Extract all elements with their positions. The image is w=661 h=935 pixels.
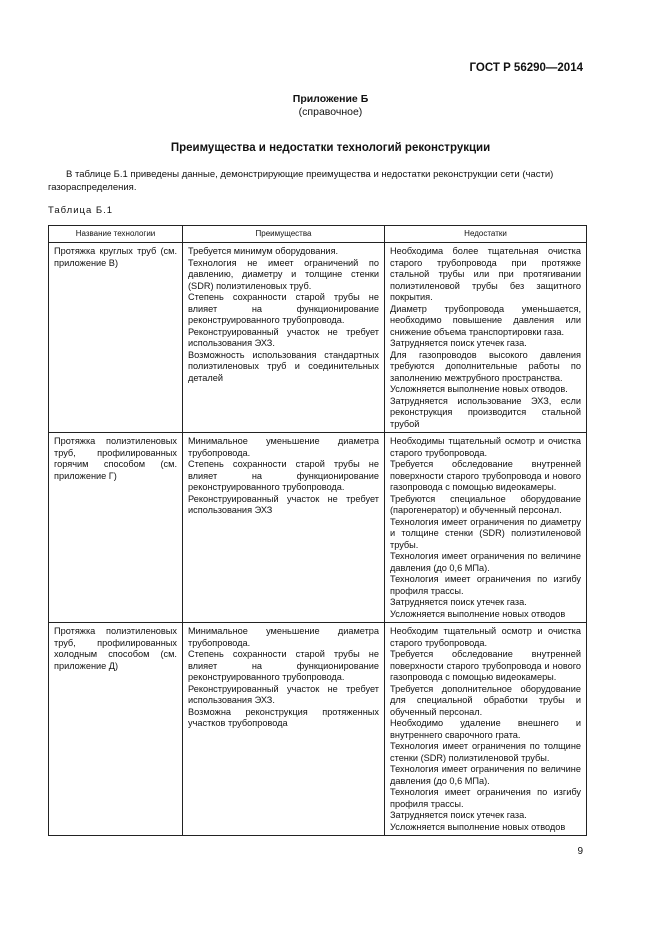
technology-name: Протяжка полиэтиленовых труб, профилированных горячим способом (см. приложение Г) bbox=[54, 436, 177, 481]
disadvantage-item: Затрудняется поиск утечек газа. bbox=[390, 810, 527, 820]
advantage-item: Возможна реконструкция протяженных участков трубопровода bbox=[188, 706, 379, 728]
advantages-cell bbox=[183, 623, 385, 836]
disadvantages-cell bbox=[385, 243, 587, 433]
technology-name: Протяжка полиэтиленовых труб, профилированных холодным способом (см. приложение Д) bbox=[54, 626, 177, 671]
disadvantage-item: Технология имеет ограничения по величине давления (до 0,6 МПа). bbox=[390, 551, 581, 573]
advantage-item: Минимальное уменьшение диаметра трубопровода. bbox=[188, 626, 379, 648]
disadvantage-item: Усложняется выполнение новых отводов bbox=[390, 821, 566, 832]
disadvantage-item: Технология имеет ограничения по толщине стенки (SDR) полиэтиленовой трубы. bbox=[390, 741, 581, 763]
disadvantage-item: Технология имеет ограничения по величине давления (до 0,6 МПа). bbox=[390, 764, 581, 786]
disadvantage-item: Усложняется выполнение новых отводов bbox=[390, 608, 566, 619]
comparison-table bbox=[48, 225, 587, 836]
table-caption: Таблица Б.1 bbox=[48, 205, 114, 216]
table-row bbox=[49, 243, 587, 433]
disadvantages-cell bbox=[385, 433, 587, 623]
advantages-cell bbox=[183, 243, 385, 433]
disadvantage-item: Технология имеет ограничения по изгибу профиля трассы. bbox=[390, 787, 581, 809]
disadvantage-item: Затрудняется поиск утечек газа. bbox=[390, 338, 527, 348]
advantage-item: Требуется минимум оборудования. bbox=[188, 246, 339, 256]
table-row bbox=[49, 623, 587, 836]
advantage-item: Минимальное уменьшение диаметра трубопровода. bbox=[188, 436, 379, 458]
disadvantage-item: Затрудняется использование ЭХЗ, если реконструкция производится стальной трубой bbox=[390, 395, 581, 429]
advantage-item: Технология не имеет ограничений по давлению, диаметру и толщине стенки (SDR) полиэтиленовых труб. bbox=[188, 257, 379, 291]
page-number: 9 bbox=[577, 846, 583, 857]
disadvantage-item: Технология имеет ограничения по изгибу профиля трассы. bbox=[390, 574, 581, 596]
advantage-item: Реконструированный участок не требует использования ЭХЗ bbox=[188, 493, 379, 515]
table-row bbox=[49, 433, 587, 623]
technology-name-cell bbox=[49, 243, 183, 433]
standard-designation: ГОСТ Р 56290—2014 bbox=[469, 62, 583, 74]
advantage-item: Реконструированный участок не требует использования ЭХЗ. bbox=[188, 683, 379, 705]
disadvantage-item: Необходима более тщательная очистка старого трубопровода при протяжке стальной трубы или при протягивании полиэтиленовой трубы без защитного покрытия. bbox=[390, 246, 581, 302]
disadvantage-item: Диаметр трубопровода уменьшается, необходимо повышение давления или снижение объема транспортировки газа. bbox=[390, 303, 581, 337]
disadvantage-item: Требуется обследование внутренней поверхности старого трубопровода и нового газопровода с помощью видеокамеры. bbox=[390, 649, 581, 682]
table-header-row bbox=[49, 226, 587, 243]
disadvantage-item: Необходим тщательный осмотр и очистка старого трубопровода. bbox=[390, 626, 581, 648]
technology-name: Протяжка круглых труб (см. приложение В) bbox=[54, 246, 177, 268]
disadvantage-item: Требуются специальное оборудование (парогенератор) и обученный персонал. bbox=[390, 493, 581, 515]
disadvantage-item: Затрудняется поиск утечек газа. bbox=[390, 597, 527, 607]
advantages-cell bbox=[183, 433, 385, 623]
advantage-item: Степень сохранности старой трубы не влияет на функционирование реконструированного трубопровода. bbox=[188, 459, 379, 492]
disadvantage-item: Технология имеет ограничения по диаметру и толщине стенки (SDR) полиэтиленовой трубы. bbox=[390, 516, 581, 550]
header-advantages: Преимущества bbox=[183, 226, 385, 243]
section-heading: Преимущества и недостатки технологий реконструкции bbox=[170, 142, 491, 154]
advantage-item: Степень сохранности старой трубы не влияет на функционирование реконструированного трубопровода. bbox=[188, 649, 379, 682]
disadvantage-item: Усложняется выполнение новых отводов. bbox=[390, 384, 568, 394]
advantage-item: Реконструированный участок не требует использования ЭХЗ. bbox=[188, 326, 379, 348]
disadvantage-item: Для газопроводов высокого давления требуются дополнительные работы по заполнению межтрубного пространства. bbox=[390, 349, 581, 383]
technology-name-cell bbox=[49, 623, 183, 836]
advantage-item: Степень сохранности старой трубы не влияет на функционирование реконструированного трубопровода. bbox=[188, 292, 379, 325]
disadvantage-item: Требуется дополнительное оборудование для специальной обработки трубы и обученный персонал. bbox=[390, 683, 581, 717]
disadvantage-item: Необходимо удаление внешнего и внутреннего сварочного грата. bbox=[390, 718, 581, 740]
appendix-title: Приложение Б bbox=[292, 93, 369, 105]
header-technology: Название технологии bbox=[49, 226, 183, 243]
appendix-subtitle: (справочное) bbox=[298, 106, 363, 118]
disadvantage-item: Требуется обследование внутренней поверхности старого трубопровода и нового газопровода с помощью видеокамеры. bbox=[390, 459, 581, 492]
header-disadvantages: Недостатки bbox=[385, 226, 587, 243]
disadvantage-item: Необходимы тщательный осмотр и очистка старого трубопровода. bbox=[390, 436, 581, 458]
intro-paragraph: В таблице Б.1 приведены данные, демонстрирующие преимущества и недостатки реконструкции сети (части) газораспределения. bbox=[48, 169, 554, 193]
disadvantages-cell bbox=[385, 623, 587, 836]
technology-name-cell bbox=[49, 433, 183, 623]
advantage-item: Возможность использования стандартных полиэтиленовых труб и соединительных деталей bbox=[188, 349, 379, 383]
